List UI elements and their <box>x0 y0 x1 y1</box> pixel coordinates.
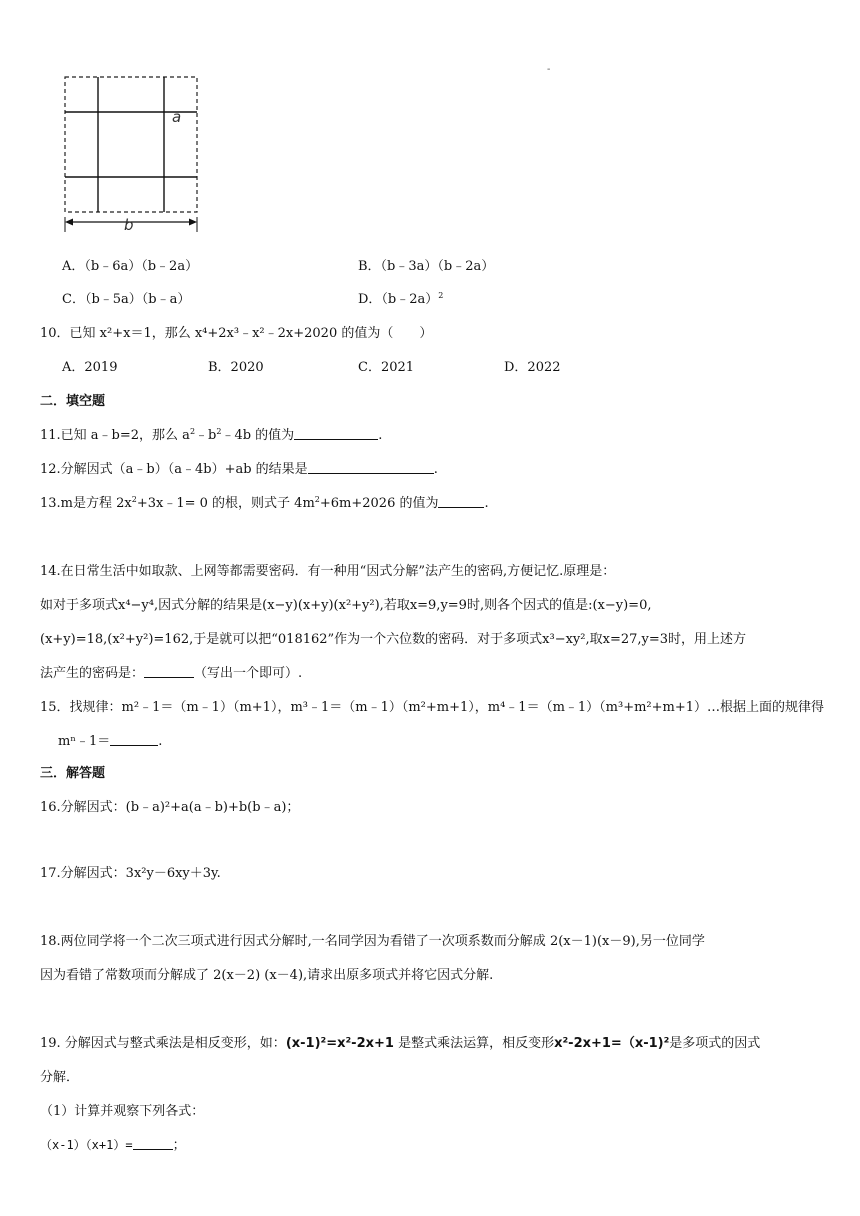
q14-line1: 14.在日常生活中如取款、上网等都需要密码．有一种用“因式分解”法产生的密码,方便记忆.原理是： <box>40 564 616 579</box>
q15-line2-post: . <box>158 734 163 749</box>
q10-option-b[interactable]: B．2020 <box>208 360 264 375</box>
q14-line4-post: （写出一个即可）. <box>194 666 303 681</box>
figure-label-a: a <box>172 108 182 126</box>
q14-line4 <box>40 662 302 681</box>
q12-end: . <box>433 462 438 477</box>
q9-option-a[interactable]: A．（b﹣6a）（b﹣2a） <box>62 259 199 274</box>
q9-option-c[interactable]: C．（b﹣5a）（b﹣a） <box>62 292 191 307</box>
q19-line2: 分解． <box>40 1070 80 1085</box>
q12-text <box>40 458 438 477</box>
square-figure <box>58 72 208 237</box>
q17-text: 17.分解因式：3x²y－6xy＋3y. <box>40 866 221 881</box>
q10-option-d[interactable]: D．2022 <box>504 360 561 375</box>
q19-line1-pre: 19. 分解因式与整式乘法是相反变形，如： <box>40 1036 286 1051</box>
q12-answer-blank[interactable] <box>308 461 434 474</box>
q18-line2: 因为看错了常数项而分解成了 2(x－2) (x－4),请求出原多项式并将它因式分解. <box>40 968 494 983</box>
q19-line1-mid: 是整式乘法运算，相反变形 <box>393 1036 555 1051</box>
q14-answer-blank[interactable] <box>144 665 194 678</box>
q14-line2: 如对于多项式x⁴−y⁴,因式分解的结果是(x−y)(x+y)(x²+y²),若取x=9,y=9时,则各个因式的值是:(x−y)=0, <box>40 598 652 613</box>
q16-text: 16.分解因式：(b﹣a)²+a(a﹣b)+b(b﹣a)； <box>40 800 300 815</box>
outer-dashed-square <box>65 77 197 212</box>
q13-end: . <box>484 496 489 511</box>
q19-sub1-answer-blank[interactable] <box>133 1137 173 1150</box>
q10-option-a[interactable]: A．2019 <box>62 360 118 375</box>
q10-option-c[interactable]: C．2021 <box>358 360 415 375</box>
q11-answer-blank[interactable] <box>294 427 378 440</box>
q19-sub1-expr: （x-1）（x+1）= <box>40 1138 133 1152</box>
q11-end: . <box>378 428 383 443</box>
q9-option-d-text: D．（b﹣2a） <box>358 292 439 307</box>
q19-line1-post: 是多项式的因式 <box>669 1036 761 1051</box>
q15-line1: 15．找规律：m²﹣1＝（m﹣1）（m+1），m³﹣1＝（m﹣1）（m²+m+1），m⁴﹣1＝（m﹣1）（m³+m²+m+1）…根据上面的规律得 <box>40 700 825 715</box>
q19-line1 <box>40 1032 760 1051</box>
q9-option-b[interactable]: B．（b﹣3a）（b﹣2a） <box>358 259 495 274</box>
q12-body: 12.分解因式（a﹣b）（a﹣4b）+ab 的结果是 <box>40 462 308 477</box>
q19-formula-1: (x-1)²=x²-2x+1 <box>285 1036 394 1051</box>
q15-line2 <box>58 730 162 749</box>
q9-option-d-exp: 2 <box>438 291 444 300</box>
q15-line2-pre: mⁿ﹣1＝ <box>58 734 111 749</box>
q11-mid: ﹣b <box>195 428 217 443</box>
q15-answer-blank[interactable] <box>110 733 158 746</box>
q18-line1: 18.两位同学将一个二次三项式进行因式分解时,一名同学因为看错了一次项系数而分解成 2(x－1)(x－9),另一位同学 <box>40 934 705 949</box>
q14-line3: (x+y)=18,(x²+y²)=162,于是就可以把“018162”作为一个六位数的密码．对于多项式x³−xy²,取x=27,y=3时，用上述方 <box>40 632 747 647</box>
figure-label-b: b <box>124 216 134 234</box>
q9-option-d[interactable] <box>358 288 443 307</box>
q11-pre: 11.已知 a﹣b=2，那么 a <box>40 428 190 443</box>
inner-grid-lines <box>65 77 197 212</box>
q11-post: ﹣4b 的值为 <box>221 428 295 443</box>
q13-mid: +3x﹣1= 0 的根，则式子 4m <box>136 496 315 511</box>
q11-text: 11.已知 a﹣b=2，那么 $a^2﹣b^2﹣4b$ 的值为 . <box>40 427 383 443</box>
q10-text: 10．已知 x²+x＝1，那么 x⁴+2x³﹣x²﹣2x+2020 的值为（ ） <box>40 326 433 341</box>
q19-sub1: （1）计算并观察下列各式： <box>40 1104 205 1119</box>
q19-sub1-expr-line <box>40 1134 186 1153</box>
q13-text: 13.m是方程 $2x^2+3x﹣1= 0$ 的根，则式子 $4m^2+6m+2026$ 的值为 . <box>40 495 489 511</box>
q13-answer-blank[interactable] <box>438 495 484 508</box>
section-3-heading: 三．解答题 <box>40 765 106 780</box>
section-2-heading: 二．填空题 <box>40 393 106 408</box>
dash-mark: - <box>547 64 551 75</box>
q13-post: +6m+2026 的值为 <box>319 496 439 511</box>
q14-line4-pre: 法产生的密码是： <box>40 666 145 681</box>
q13-pre: 13.m是方程 2x <box>40 496 132 511</box>
q19-formula-2: x²-2x+1=（x-1)² <box>554 1036 670 1051</box>
q19-sub1-end: ； <box>172 1138 186 1153</box>
